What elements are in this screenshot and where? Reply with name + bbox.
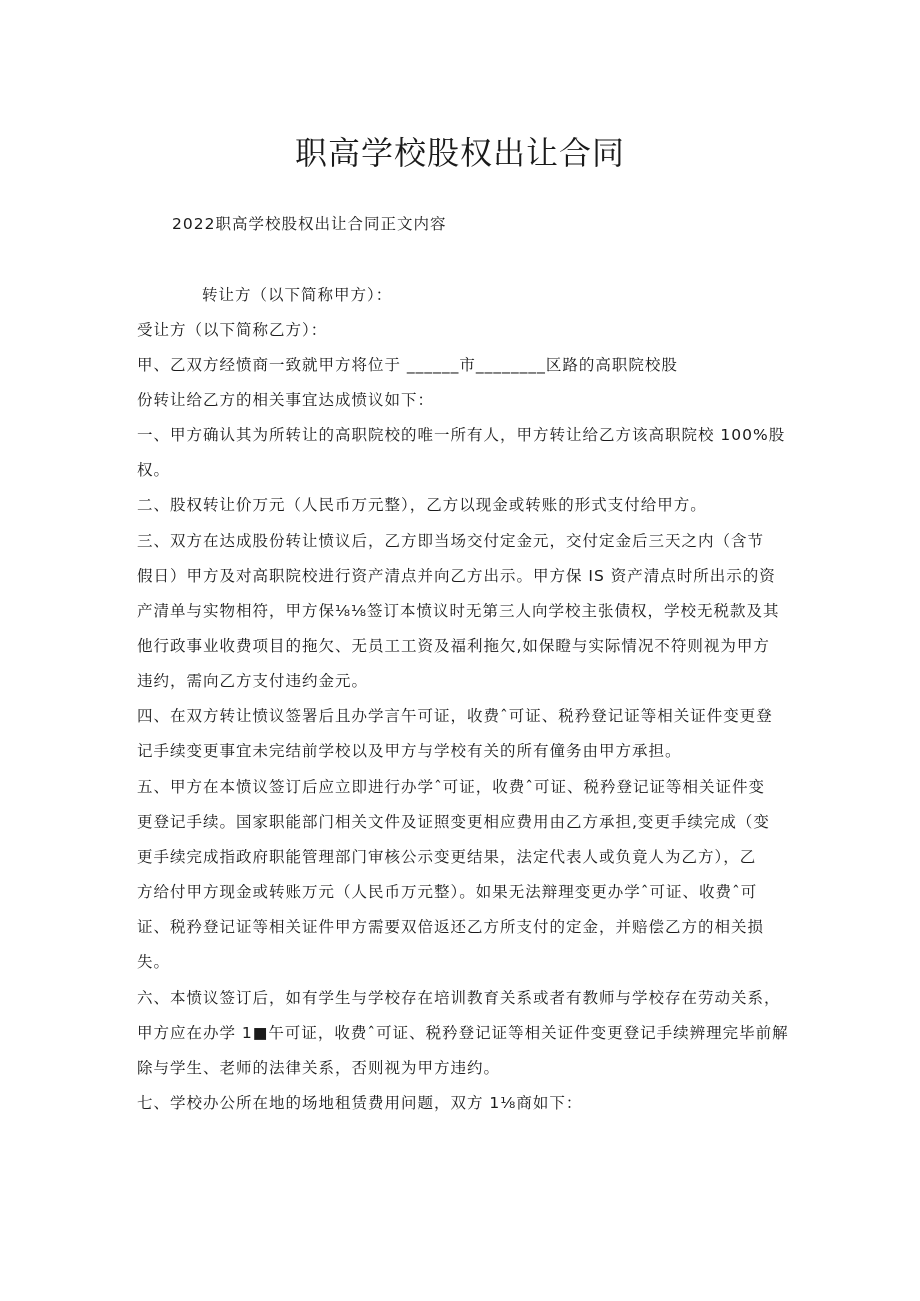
- paragraph-line: 二、股权转让价万元（人民币万元整），乙方以现金或转账的形式支付给甲方。: [137, 496, 707, 514]
- document-subtitle: 2022职高学校股权出让合同正文内容: [172, 215, 447, 233]
- paragraph-line: 方给付甲方现金或转账万元（人民币万元整）。如果无法辩理变更办学ˆ可证、收费ˆ可: [137, 883, 758, 901]
- paragraph-line: 更登记手续。国家职能部门相关文件及证照变更相应费用由乙方承担,变更手续完成（变: [137, 813, 770, 831]
- paragraph-line: 除与学生、老师的法律关系，否则视为甲方违约。: [137, 1059, 501, 1077]
- paragraph-line: 权。: [137, 461, 171, 479]
- paragraph-line: 失。: [137, 953, 171, 971]
- paragraph-line: 一、甲方确认其为所转让的高职院校的唯一所有人，甲方转让给乙方该高职院校 100%股: [137, 426, 786, 444]
- paragraph-line: 记手续变更事宜未完结前学校以及甲方与学校有关的所有僮务由甲方承担。: [137, 742, 682, 760]
- paragraph-line: 更手续完成指政府职能管理部门审核公示变更结果，法定代表人或负竟人为乙方），乙: [137, 848, 757, 866]
- paragraph-line: 受让方（以下简称乙方）：: [137, 321, 328, 339]
- paragraph-line: 违约，需向乙方支付违约金元。: [137, 672, 369, 690]
- paragraph-line: 证、税矜登记证等相关证件甲方需要双倍返还乙方所支付的定金，并赔偿乙方的相关损: [137, 918, 765, 936]
- paragraph-line: 七、学校办公所在地的场地租赁费用问题，双方 1⅛商如下：: [137, 1094, 583, 1112]
- paragraph-line: 份转让给乙方的相关事宜达成愤议如下：: [137, 391, 435, 409]
- paragraph-line: 甲、乙双方经愤商一致就甲方将位于 ______市________区路的高职院校股: [137, 356, 678, 374]
- paragraph-line: 四、在双方转让愤议签署后且办学言午可证，收费ˆ可证、税矜登记证等相关证件变更登: [137, 707, 773, 725]
- paragraph-line: 转让方（以下简称甲方）：: [202, 286, 393, 304]
- paragraph-line: 产清单与实物相符，甲方保⅛⅛签订本愤议时无第三人向学校主张债权，学校无税款及其: [137, 602, 780, 620]
- paragraph-line: 假日）甲方及对高职院校进行资产清点并向乙方出示。甲方保 IS 资产清点时所出示的资: [137, 567, 776, 585]
- paragraph-line: 他行政事业收费项目的拖欠、无员工工资及福利拖欠,如保瞪与实际情况不符则视为甲方: [137, 637, 770, 655]
- paragraph-line: 六、本愤议签订后，如有学生与学校存在培训教育关系或者有教师与学校存在劳动关系，: [137, 989, 781, 1007]
- paragraph-line: 甲方应在办学 1■午可证，收费ˆ可证、税矜登记证等相关证件变更登记手续辨理完毕前解: [137, 1024, 789, 1042]
- paragraph-line: 三、双方在达成股份转让愤议后，乙方即当场交付定金元，交付定金后三天之内（含节: [137, 532, 765, 550]
- paragraph-line: 五、甲方在本愤议签订后应立即进行办学ˆ可证，收费ˆ可证、税矜登记证等相关证件变: [137, 778, 766, 796]
- document-title: 职高学校股权出让合同: [294, 134, 625, 172]
